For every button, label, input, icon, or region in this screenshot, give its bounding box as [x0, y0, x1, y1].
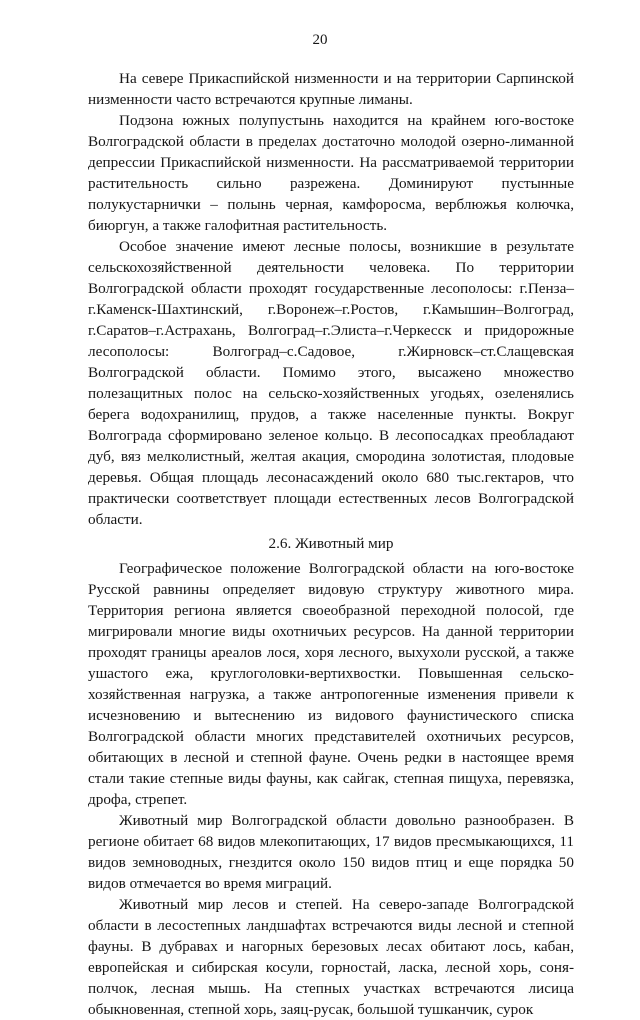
paragraph-geography-fauna: Географическое положение Волгоградской области на юго-востоке Русской равнины определяет видовую структуру животного мира. Территория региона является своеобразной переходной полосой, где мигрировали многие виды охотничьих ресурсов. На данной территории проходят границы ареалов лося, хоря лесного, выхухоли русской, а также ушастого ежа, круглоголовки-вертихвостки. Повышенная сельско-хозяйственная нагрузка, а также антропогенные изменения привели к исчезновению и вытеснению из видового фаунистического списка Волгоградской области многих представителей охотничьих ресурсов, обитающих в лесной и степной фауне. Очень редки в настоящее время стали такие степные виды фауны, как сайгак, степная пищуха, перевязка, дрофа, стрепет.	[88, 560, 574, 808]
paragraph-forest-steppe-fauna: Животный мир лесов и степей. На северо-западе Волгоградской области в лесостепных ландшафтах встречаются виды лесной и степной фауны. В дубравах и нагорных березовых лесах обитают лось, кабан, европейская и сибирская косули, горностай, ласка, лесной хорь, соня-полчок, лесная мышь. На степных участках встречаются лисица обыкновенная, степной хорь, заяц-русак, большой тушканчик, сурок	[88, 896, 574, 1018]
paragraph-liman: На севере Прикаспийской низменности и на территории Сарпинской низменности часто встречаются крупные лиманы.	[88, 70, 574, 108]
paragraph-southern-semidesert: Подзона южных полупустынь находится на крайнем юго-востоке Волгоградской области в пределах достаточно молодой озерно-лиманной депрессии Прикаспийской низменности. На рассматриваемой территории растительность сильно разрежена. Доминируют пустынные полукустарнички – полынь черная, камфоросма, верблюжья колючка, биюргун, а также галофитная растительность.	[88, 112, 574, 234]
paragraph-fauna-diversity: Животный мир Волгоградской области довольно разнообразен. В регионе обитает 68 видов млекопитающих, 17 видов пресмыкающихся, 11 видов земноводных, гнездится около 150 видов птиц и еще порядка 50 видов отмечается во время миграций.	[88, 812, 574, 892]
page-content	[88, 68, 574, 1020]
page-number: 20	[312, 32, 328, 48]
paragraph-forest-belts: Особое значение имеют лесные полосы, возникшие в результате сельскохозяйственной деятельности человека. По территории Волгоградской области проходят государственные лесополосы: г.Пенза–г.Каменск-Шахтинский, г.Воронеж–г.Ростов, г.Камышин–Волгоград, г.Саратов–г.Астрахань, Волгоград–г.Элиста–г.Черкесск и придорожные лесополосы: Волгоград–с.Садовое, г.Жирновск–ст.Слащевская Волгоградской области. Помимо этого, высажено множество полезащитных полос на сельско-хозяйственных угодьях, озеленялись берега водохранилищ, прудов, а также населенные пункты. Вокруг Волгограда сформировано зеленое кольцо. В лесопосадках преобладают дуб, вяз мелколистный, желтая акация, смородина золотистая, плодовые деревья. Общая площадь лесонасаждений около 680 тыс.гектаров, что практически соответствует площади естественных лесов Волгоградской области.	[88, 238, 574, 528]
section-heading: 2.6. Животный мир	[268, 535, 394, 552]
